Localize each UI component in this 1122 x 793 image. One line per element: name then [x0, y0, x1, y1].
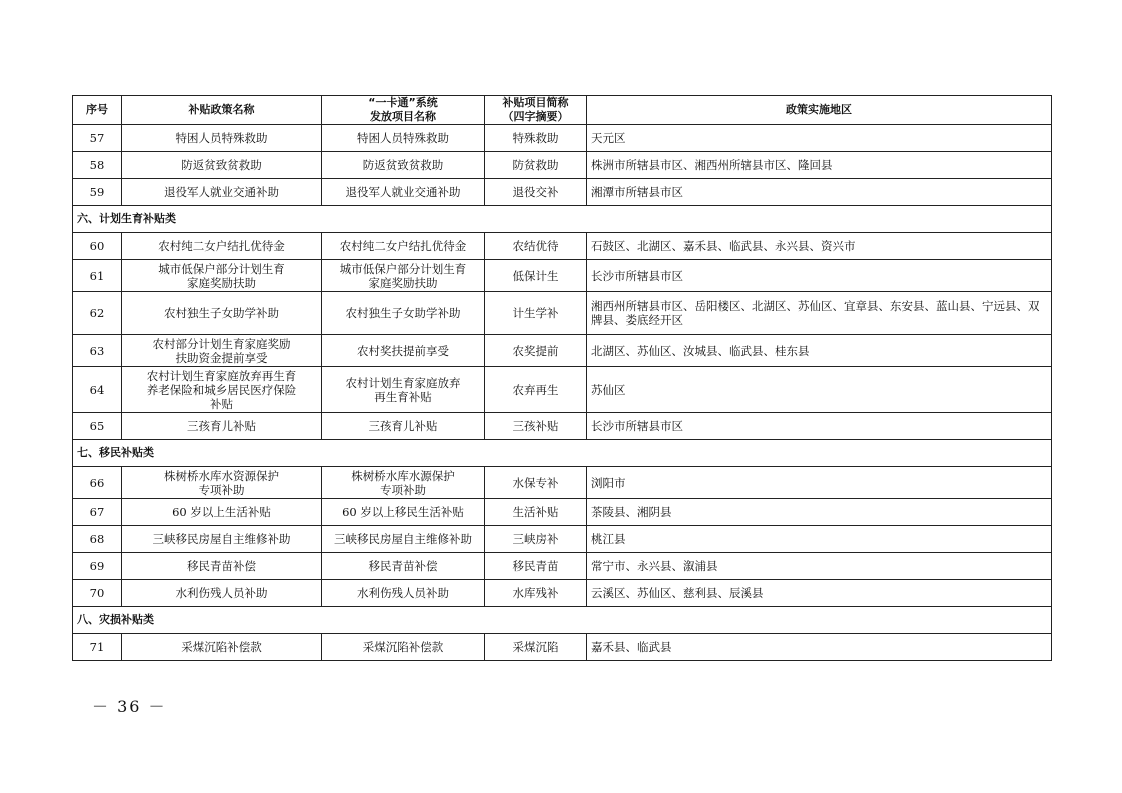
cell-policy-name: 农村计划生育家庭放弃再生育 养老保险和城乡居民医疗保险 补贴	[122, 367, 322, 413]
section-row	[73, 607, 1052, 634]
table-row	[73, 526, 1052, 553]
cell-abbr: 退役交补	[485, 179, 587, 206]
cell-policy-name: 特困人员特殊救助	[122, 125, 322, 152]
header-project-name: “一卡通”系统 发放项目名称	[322, 96, 485, 125]
table-row	[73, 179, 1052, 206]
cell-seq: 65	[73, 413, 122, 440]
table-row	[73, 292, 1052, 335]
cell-policy-name: 三峡移民房屋自主维修补助	[122, 526, 322, 553]
cell-abbr: 特殊救助	[485, 125, 587, 152]
cell-project-name: 农村计划生育家庭放弃 再生育补贴	[322, 367, 485, 413]
cell-abbr: 农弃再生	[485, 367, 587, 413]
table-header-row	[73, 96, 1052, 125]
cell-abbr: 三峡房补	[485, 526, 587, 553]
cell-project-name: 农村纯二女户结扎优待金	[322, 233, 485, 260]
table-body	[73, 125, 1052, 661]
cell-region: 茶陵县、湘阴县	[587, 499, 1052, 526]
cell-abbr: 水保专补	[485, 467, 587, 499]
cell-region: 常宁市、永兴县、溆浦县	[587, 553, 1052, 580]
cell-seq: 68	[73, 526, 122, 553]
cell-policy-name: 水利伤残人员补助	[122, 580, 322, 607]
cell-project-name: 防返贫致贫救助	[322, 152, 485, 179]
cell-region: 云溪区、苏仙区、慈利县、辰溪县	[587, 580, 1052, 607]
section-title: 六、计划生育补贴类	[73, 206, 1052, 233]
cell-project-name: 特困人员特殊救助	[322, 125, 485, 152]
cell-policy-name: 株树桥水库水资源保护 专项补助	[122, 467, 322, 499]
cell-policy-name: 农村独生子女助学补助	[122, 292, 322, 335]
cell-region: 湘潭市所辖县市区	[587, 179, 1052, 206]
header-seq: 序号	[73, 96, 122, 125]
cell-abbr: 低保计生	[485, 260, 587, 292]
cell-policy-name: 退役军人就业交通补助	[122, 179, 322, 206]
cell-policy-name: 城市低保户部分计划生育 家庭奖励扶助	[122, 260, 322, 292]
section-row	[73, 206, 1052, 233]
cell-abbr: 农奖提前	[485, 335, 587, 367]
cell-region: 湘西州所辖县市区、岳阳楼区、北湖区、苏仙区、宜章县、东安县、蓝山县、宁远县、双牌县、娄底经开区	[587, 292, 1052, 335]
table-row	[73, 634, 1052, 661]
cell-seq: 66	[73, 467, 122, 499]
table-row	[73, 367, 1052, 413]
cell-seq: 62	[73, 292, 122, 335]
cell-region: 北湖区、苏仙区、汝城县、临武县、桂东县	[587, 335, 1052, 367]
cell-abbr: 水库残补	[485, 580, 587, 607]
table-row	[73, 553, 1052, 580]
cell-abbr: 采煤沉陷	[485, 634, 587, 661]
cell-region: 浏阳市	[587, 467, 1052, 499]
cell-policy-name: 农村纯二女户结扎优待金	[122, 233, 322, 260]
cell-abbr: 生活补贴	[485, 499, 587, 526]
table-row	[73, 125, 1052, 152]
header-abbr: 补贴项目简称 （四字摘要）	[485, 96, 587, 125]
table-row	[73, 580, 1052, 607]
section-title: 八、灾损补贴类	[73, 607, 1052, 634]
cell-project-name: 农村独生子女助学补助	[322, 292, 485, 335]
cell-seq: 69	[73, 553, 122, 580]
cell-seq: 70	[73, 580, 122, 607]
cell-region: 桃江县	[587, 526, 1052, 553]
cell-abbr: 移民青苗	[485, 553, 587, 580]
cell-project-name: 退役军人就业交通补助	[322, 179, 485, 206]
header-region: 政策实施地区	[587, 96, 1052, 125]
header-policy-name: 补贴政策名称	[122, 96, 322, 125]
table-row	[73, 499, 1052, 526]
cell-project-name: 三峡移民房屋自主维修补助	[322, 526, 485, 553]
cell-project-name: 水利伤残人员补助	[322, 580, 485, 607]
table-row	[73, 260, 1052, 292]
cell-policy-name: 三孩育儿补贴	[122, 413, 322, 440]
cell-region: 长沙市所辖县市区	[587, 260, 1052, 292]
section-row	[73, 440, 1052, 467]
cell-region: 株洲市所辖县市区、湘西州所辖县市区、隆回县	[587, 152, 1052, 179]
cell-project-name: 农村奖扶提前享受	[322, 335, 485, 367]
cell-region: 天元区	[587, 125, 1052, 152]
subsidy-policy-table	[72, 95, 1052, 661]
cell-seq: 71	[73, 634, 122, 661]
cell-seq: 61	[73, 260, 122, 292]
cell-abbr: 防贫救助	[485, 152, 587, 179]
cell-region: 长沙市所辖县市区	[587, 413, 1052, 440]
table-row	[73, 233, 1052, 260]
section-title: 七、移民补贴类	[73, 440, 1052, 467]
cell-project-name: 三孩育儿补贴	[322, 413, 485, 440]
cell-region: 石鼓区、北湖区、嘉禾县、临武县、永兴县、资兴市	[587, 233, 1052, 260]
cell-project-name: 采煤沉陷补偿款	[322, 634, 485, 661]
table-row	[73, 152, 1052, 179]
cell-project-name: 移民青苗补偿	[322, 553, 485, 580]
cell-region: 嘉禾县、临武县	[587, 634, 1052, 661]
cell-seq: 58	[73, 152, 122, 179]
cell-project-name: 株树桥水库水源保护 专项补助	[322, 467, 485, 499]
cell-abbr: 农结优待	[485, 233, 587, 260]
cell-seq: 59	[73, 179, 122, 206]
cell-seq: 67	[73, 499, 122, 526]
cell-seq: 63	[73, 335, 122, 367]
cell-project-name: 60 岁以上移民生活补贴	[322, 499, 485, 526]
cell-region: 苏仙区	[587, 367, 1052, 413]
cell-seq: 64	[73, 367, 122, 413]
table-row	[73, 467, 1052, 499]
cell-seq: 57	[73, 125, 122, 152]
cell-abbr: 三孩补贴	[485, 413, 587, 440]
cell-policy-name: 采煤沉陷补偿款	[122, 634, 322, 661]
cell-seq: 60	[73, 233, 122, 260]
cell-policy-name: 农村部分计划生育家庭奖励 扶助资金提前享受	[122, 335, 322, 367]
cell-abbr: 计生学补	[485, 292, 587, 335]
cell-project-name: 城市低保户部分计划生育 家庭奖励扶助	[322, 260, 485, 292]
cell-policy-name: 60 岁以上生活补贴	[122, 499, 322, 526]
cell-policy-name: 防返贫致贫救助	[122, 152, 322, 179]
table-row	[73, 413, 1052, 440]
table-row	[73, 335, 1052, 367]
cell-policy-name: 移民青苗补偿	[122, 553, 322, 580]
page-number: － 36 －	[92, 697, 167, 716]
